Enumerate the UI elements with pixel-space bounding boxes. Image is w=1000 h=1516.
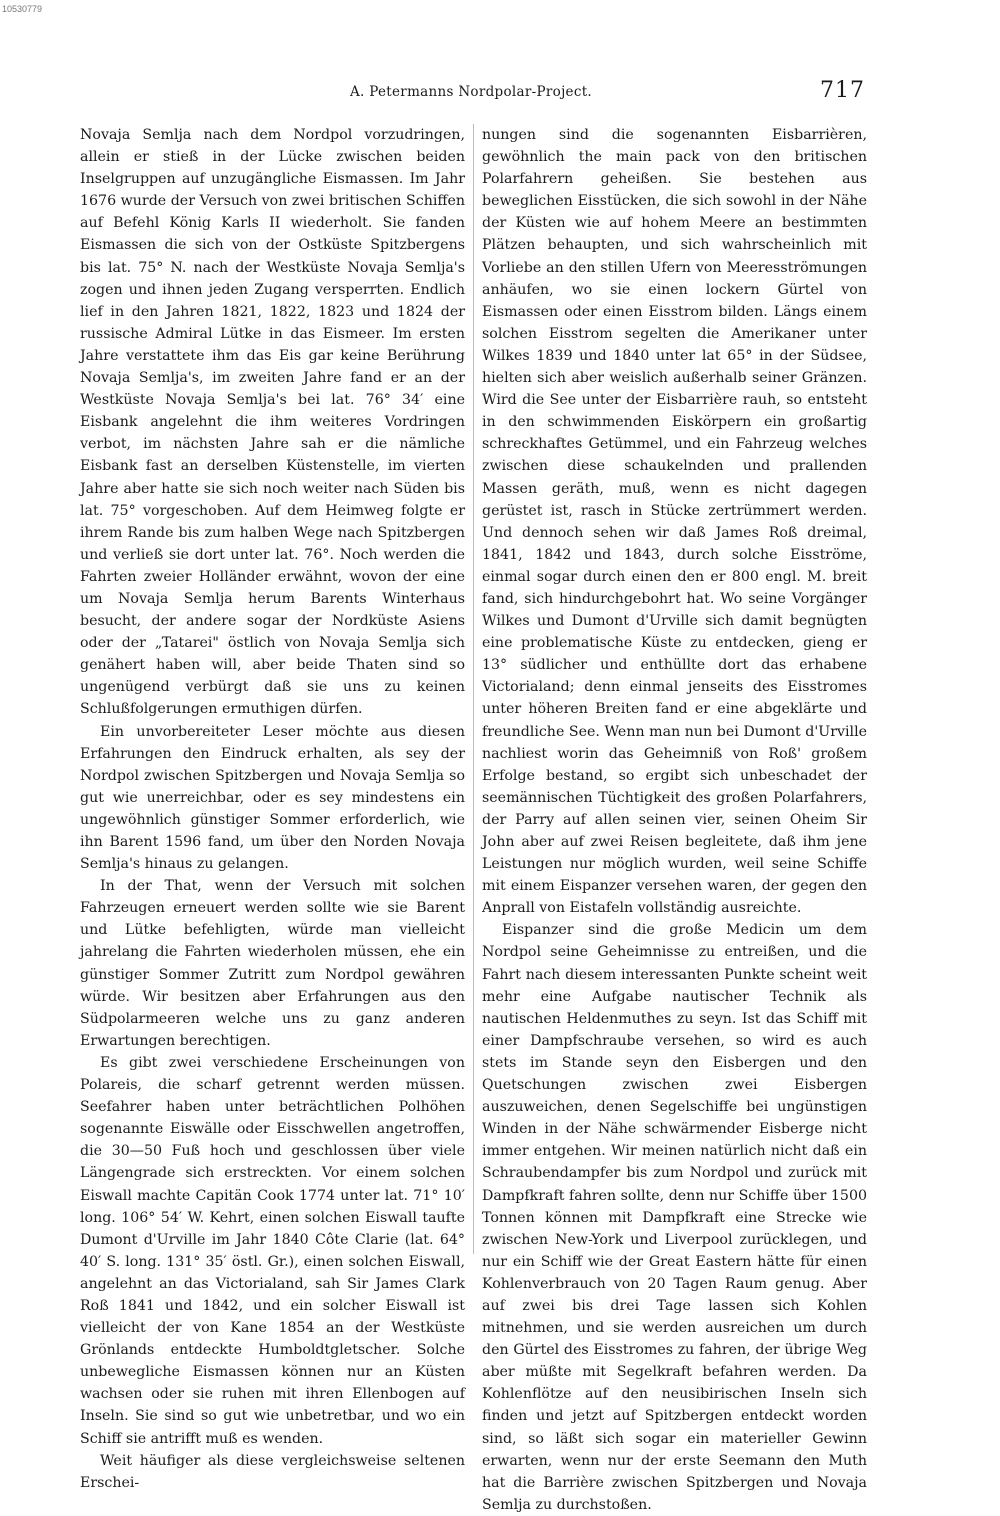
page-header: [80, 78, 865, 108]
paragraph: nungen sind die sogenannten Eisbarrièren, gewöhnlich the main pack von den britischen Polarfahrern geheißen. Sie bestehen aus beweglichen Eisstücken, die sich sowohl in der Nähe der Küsten wie auf hohem Meere an bestimmten Plätzen behaupten, und sich wahrscheinlich mit Vorliebe an den stillen Ufern von Meeresströmungen anhäufen, wo sie einen lockern Gürtel von Eismassen oder einen Eisstrom bilden. Längs einem solchen Eisstrom segelten die Amerikaner unter Wilkes 1839 und 1840 unter lat 65° in der Südsee, hielten sich aber weislich außerhalb seiner Gränzen. Wird die See unter der Eisbarrière rauh, so entsteht in den schwimmenden Eiskörpern ein großartig schreckhaftes Getümmel, und ein Fahrzeug welches zwischen diese schaukelnden und prallenden Massen geräth, muß, wenn es nicht dagegen gerüstet ist, rasch in Stücke zertrümmert werden. Und dennoch sehen wir daß James Roß dreimal, 1841, 1842 und 1843, durch solche Eisströme, einmal sogar durch einen den er 800 engl. M. breit fand, sich hindurchgebohrt hat. Wo seine Vorgänger Wilkes und Dumont d'Urville sich damit begnügten eine problematische Küste zu entdecken, gieng er 13° südlicher und enthüllte dort das erhabene Victorialand; denn einmal jenseits des Eisstromes unter höheren Breiten fand er eine abgeklärte und freundliche See. Wenn man nun bei Dumont d'Urville nachliest worin das Geheimniß von Roß' großem Erfolge bestand, so ergibt sich unbeschadet der seemännischen Tüchtigkeit des großen Polarfahrers, der Parry auf allen seinen vier, seinen Oheim Sir John aber auf zwei Reisen begleitete, daß ihm jene Leistungen nur möglich wurden, weil seine Schiffe mit einem Eispanzer versehen waren, der gegen den Anprall von Eistafeln vollständig ausreichte.: [482, 127, 867, 917]
paragraph: In der That, wenn der Versuch mit solchen Fahrzeugen erneuert werden sollte wie sie Barent und Lütke befehligten, würde man vielleicht jahrelang die Fahrten wiederholen müssen, ehe ein günstiger Sommer Zutritt zum Nordpol gewähren würde. Wir besitzen aber Erfahrungen aus den Südpolarmeeren welche uns zu ganz anderen Erwartungen berechtigen.: [80, 878, 465, 1049]
left-column: [80, 124, 465, 1494]
paragraph: Eispanzer sind die große Medicin um dem Nordpol seine Geheimnisse zu entreißen, und die Fahrt nach diesem interessanten Punkte scheint weit mehr eine Aufgabe nautischer Technik als nautischen Heldenmuthes zu seyn. Ist das Schiff mit einer Dampfschraube versehen, so wird es auch stets im Stande seyn den Eisbergen und den Quetschungen zwischen zwei Eisbergen auszuweichen, denen Segelschiffe bei ungünstigen Winden in der Nähe schwärmender Eisberge nicht immer entgehen. Wir meinen natürlich nicht daß ein Schraubendampfer bis zum Nordpol und zurück mit Dampfkraft fahren sollte, denn nur Schiffe über 1500 Tonnen können mit Dampfkraft eine Strecke wie zwischen New-York und Liverpool zurücklegen, und nur ein Schiff wie der Great Eastern hätte für einen Kohlenverbrauch von 20 Tagen Raum genug. Aber auf zwei bis drei Tage lassen sich Kohlen mitnehmen, und sie werden ausreichen um durch den Gürtel des Eisstromes zu fahren, der übrige Weg aber müßte mit Segelkraft befahren werden. Da Kohlenflötze auf den neusibirischen Inseln sich finden und jetzt auf Spitzbergen entdeckt worden sind, so läßt sich sogar ein materieller Gewinn erwarten, wenn nur der erste Seemann den Muth hat die Barrière zwischen Spitzbergen und Novaja Semlja zu durchstoßen.: [482, 922, 867, 1513]
paragraph: Novaja Semlja nach dem Nordpol vorzudringen, allein er stieß in der Lücke zwischen beiden Inselgruppen auf unzugängliche Eismassen. Im Jahr 1676 wurde der Versuch von zwei britischen Schiffen auf Befehl König Karls II wiederholt. Sie fanden Eismassen die sich von der Ostküste Spitzbergens bis lat. 75° N. nach der Westküste Novaja Semlja's zogen und ihnen jeden Zugang versperrten. Endlich lief in den Jahren 1821, 1822, 1823 und 1824 der russische Admiral Lütke in das Eismeer. Im ersten Jahre verstattete ihm das Eis gar keine Berührung Novaja Semlja's, im zweiten Jahre fand er an der Westküste Novaja Semlja's bei lat. 76° 34′ eine Eisbank angelehnt die ihm weiteres Vordringen verbot, im nächsten Jahre sah er die nämliche Eisbank fast an derselben Küstenstelle, im vierten Jahre aber hatte sie sich noch weiter nach Süden bis lat. 75° vorgeschoben. Auf dem Heimweg folgte er ihrem Rande bis zum halben Wege nach Spitzbergen und verließ sie dort unter lat. 76°. Noch werden die Fahrten zweier Holländer erwähnt, wovon der eine um Novaja Semlja herum Barents Winterhaus besucht, der andere sogar der Nordküste Asiens oder der „Tatarei" östlich von Novaja Semlja sich genähert haben will, aber beide Thaten sind so ungenügend verbürgt daß sie uns zu keinen Schlußfolgerungen ermuthigen dürfen.: [80, 127, 465, 718]
scan-id-stamp: 10530779: [2, 4, 43, 14]
running-title: A. Petermanns Nordpolar-Project.: [350, 84, 593, 100]
right-column: [482, 124, 867, 1516]
page-number: 717: [820, 78, 865, 103]
paragraph: Weit häufiger als diese vergleichsweise seltenen Erschei-: [80, 1452, 465, 1491]
paragraph: Es gibt zwei verschiedene Erscheinungen von Polareis, die scharf getrennt werden müssen. Seefahrer haben unter beträchtlichen Polhöhen sogenannte Eiswälle oder Eisschwellen angetroffen, die 30—50 Fuß hoch und geschlossen über viele Längengrade sich erstreckten. Vor einem solchen Eiswall machte Capitän Cook 1774 unter lat. 71° 10′ long. 106° 54′ W. Kehrt, einen solchen Eiswall taufte Dumont d'Urville im Jahr 1840 Côte Clarie (lat. 64° 40′ S. long. 131° 35′ östl. Gr.), einen solchen Eiswall, angelehnt an das Victorialand, sah Sir James Clark Roß 1841 und 1842, und ein solcher Eiswall ist vielleicht der von Kane 1854 an der Westküste Grönlands entdeckte Humboldtgletscher. Solche unbewegliche Eismassen können nur an Küsten wachsen oder sie ruhen mit ihren Ellenbogen auf Inseln. Sie sind so gut wie unbetretbar, und wo ein Schiff sie antrifft muß es wenden.: [80, 1054, 465, 1447]
paragraph: Ein unvorbereiteter Leser möchte aus diesen Erfahrungen den Eindruck erhalten, als sey der Nordpol zwischen Spitzbergen und Novaja Semlja so gut wie unerreichbar, oder es sey mindestens ein ungewöhnlich günstiger Sommer erforderlich, wie ihn Barent 1596 fand, um über den Norden Novaja Semlja's hinaus zu gelangen.: [80, 723, 465, 873]
column-divider: [473, 124, 474, 1254]
